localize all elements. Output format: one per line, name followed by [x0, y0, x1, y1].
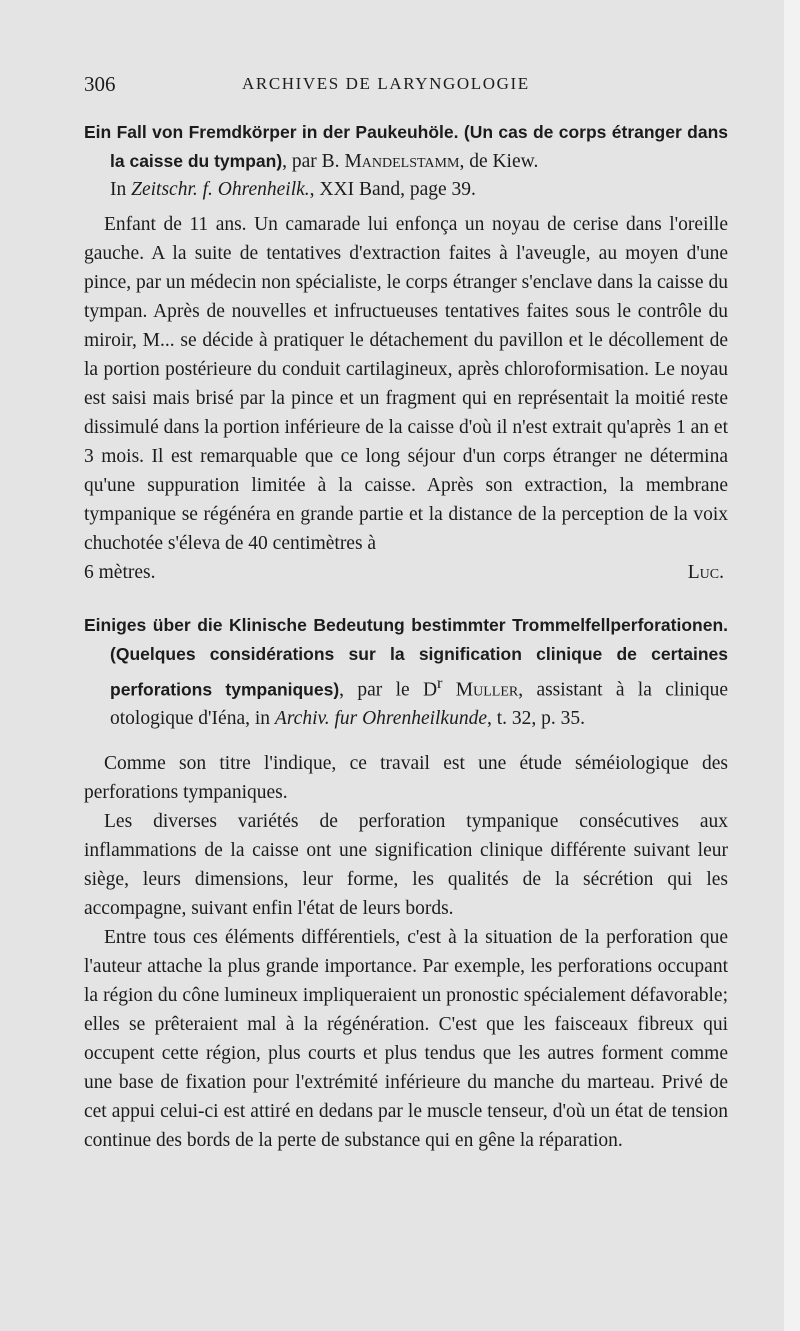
review-heading-2	[84, 611, 728, 733]
review-entry-2	[84, 611, 728, 1155]
review-by-1: , par B.	[282, 151, 345, 172]
running-head	[84, 68, 724, 100]
running-title: ARCHIVES DE LARYNGOLOGIE	[242, 74, 530, 93]
review-title-2: Einiges über die Klinische Bedeutung bestimmter Trommelfellperforationen. (Quelques considérations sur la signification clinique de certaines perforations tympaniques)	[84, 615, 728, 700]
paragraph-gap	[84, 739, 728, 749]
review-paragraph-2-3: Entre tous ces éléments différentiels, c'est à la situation de la perforation que l'auteur attache la plus grande importance. Par exemple, les perforations occupant la région du cône lumineux impliqueraient un pronostic spécialement défavorable; elles se prêteraient mal à la régénération. C'est que les faisceaux fibreux qui occupent cette région, plus courts et plus tendus que les autres forment comme une base de fixation pour l'extrémité inférieure du manche du marteau. Privé de cet appui celui-ci est attiré en dedans par le muscle tenseur, d'où un état de tension continue des bords de la perte de substance qui en gêne la réparation.	[84, 926, 728, 1151]
review-signoff-1	[84, 558, 728, 587]
review-title-1: Ein Fall von Fremdkörper in der Paukeuhöle. (Un cas de corps étranger dans la caisse du tympan)	[84, 122, 728, 171]
review-ref-2: , t. 32, p. 35.	[487, 707, 586, 729]
review-journal-1: Zeitschr. f. Ohrenheilk.	[131, 179, 310, 200]
page-content	[84, 118, 728, 1155]
review-heading-1	[84, 118, 728, 204]
review-paragraph-2-1: Comme son titre l'indique, ce travail est une étude séméiologique des perforations tympaniques.	[84, 752, 728, 803]
review-place-1: , de Kiew.	[459, 151, 539, 172]
doctor-superscript: r	[437, 674, 443, 692]
review-body-1: Enfant de 11 ans. Un camarade lui enfonça un noyau de cerise dans l'oreille gauche. A la suite de tentatives d'extraction faites à l'aveugle, au moyen d'une pince, par un médecin non spécialiste, le corps étranger s'enclave dans la caisse du tympan. Après de nouvelles et infructueuses tentatives faites sous le contrôle du miroir, M... se décide à pratiquer le détachement du pavillon et le décollement de la portion postérieure du conduit cartilagineux, après chloroformisation. Le noyau est saisi mais brisé par la pince et un fragment qui en représentait la moitié reste dissimulé dans la portion inférieure de la caisse d'où il n'est extrait qu'après 1 an et 3 mois. Il est remarquable que ce long séjour d'un corps étranger ne détermina qu'une suppuration limitée à la caisse. Après son extraction, la membrane tympanique se régénéra en grande partie et la distance de la perception de la voix chuchotée s'éleva de 40 centimètres à	[84, 214, 728, 554]
reviewer-signature: Luc.	[687, 562, 724, 583]
review-entry-1	[84, 118, 728, 587]
review-by-2: , par le D	[339, 679, 438, 701]
review-last-line-1: 6 mètres.	[84, 562, 156, 583]
review-ref-1: , XXI Band, page 39.	[309, 179, 476, 200]
review-author-1: Mandelstamm	[344, 151, 460, 172]
review-journal-2: Archiv. fur Ohrenheilkunde	[274, 707, 487, 729]
review-paragraph-2-2: Les diverses variétés de perforation tympanique consécutives aux inflammations de la caisse ont une signification clinique différente suivant leur siège, leurs dimensions, leur forme, les qualités de la sécrétion qui les accompagne, suivant enfin l'état de leurs bords.	[84, 810, 728, 919]
review-place-2: , assistant à la clinique otologique d'Iéna, in	[110, 679, 729, 729]
page-edge	[784, 0, 800, 1331]
section-gap	[84, 587, 728, 611]
review-in-1: In	[110, 179, 132, 200]
review-author-2: Muller	[455, 679, 519, 701]
page-number: 306	[84, 72, 116, 96]
